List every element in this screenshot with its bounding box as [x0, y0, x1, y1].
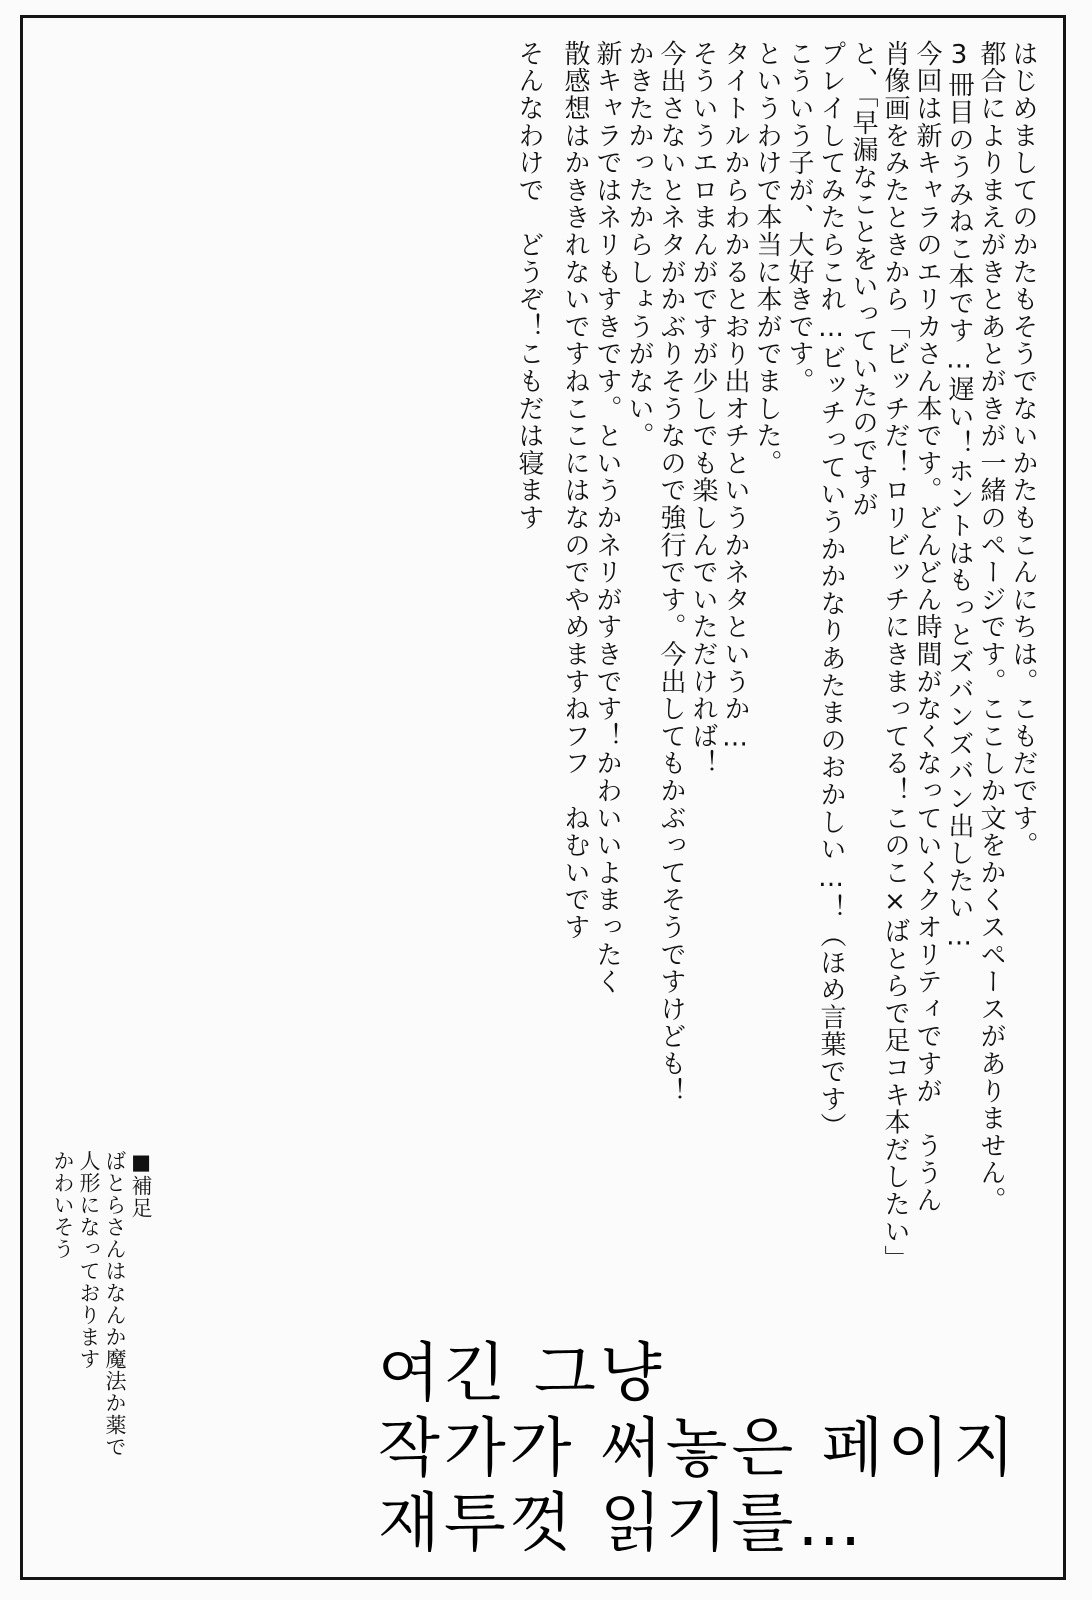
translator-note-line-1: 여긴 그냥: [378, 1337, 666, 1411]
afterword-column-6: と、「早漏なことをいっていたのですが: [848, 40, 878, 519]
afterword-column-4: 今回は新キャラのエリカさん本です。どんどん時間がなくなっていくクオリティですが ううん: [912, 40, 942, 1214]
afterword-column-13: かきたかったからしょうがない。: [624, 40, 654, 450]
supplement-line-3: かわいそう: [51, 1150, 75, 1260]
afterword-column-5: 肖像画をみたときから「ビッチだ！ロリビッチにきまってる！このこ×ばとらで足コキ本だしたい」: [880, 40, 910, 1273]
afterword-column-9: というわけで本当に本がでました。: [752, 40, 782, 477]
translator-note-line-3: 재투껏 읽기를…: [378, 1487, 866, 1561]
supplement-line-1: ばとらさんはなんか魔法か薬で: [103, 1150, 127, 1458]
afterword-column-10: タイトルからわかるとおり出オチというかネタというか…: [720, 40, 750, 754]
afterword-column-15: 散感想はかききれないですねここにはなのでやめますねフフ ねむいです: [560, 40, 590, 941]
translator-note-line-2: 작가가 써놓은 페이지: [378, 1412, 1020, 1486]
afterword-column-16: そんなわけで どうぞ！こもだは寝ます: [514, 40, 544, 532]
afterword-column-11: そういうエロまんがですが少しでも楽しんでいただければ！: [688, 40, 718, 778]
afterword-column-7: プレイしてみたらこれ…ビッチっていうかかなりあたまのおかしい…！（ほめ言葉です）: [816, 40, 846, 1140]
afterword-column-1: はじめましてのかたもそうでないかたもこんにちは。こもだです。: [1008, 40, 1038, 859]
supplement-line-2: 人形になっております: [77, 1150, 101, 1370]
afterword-column-8: こういう子が、大好きです。: [784, 40, 814, 395]
supplement-heading: ■補足: [129, 1150, 153, 1219]
afterword-column-2: 都合によりまえがきとあとがきが一緒のページです。ここしか文をかくスペースがありません。: [976, 40, 1006, 1214]
afterword-column-12: 今出さないとネタがかぶりそうなので強行です。今出してもかぶってそうですけども！: [656, 40, 686, 1105]
afterword-column-3: 3冊目のうみねこ本です…遅い！ホントはもっとズバンズバン出したい…: [944, 40, 974, 953]
afterword-column-14: 新キャラではネリもすきです。というかネリがすきです！かわいいよまったく: [592, 40, 622, 996]
